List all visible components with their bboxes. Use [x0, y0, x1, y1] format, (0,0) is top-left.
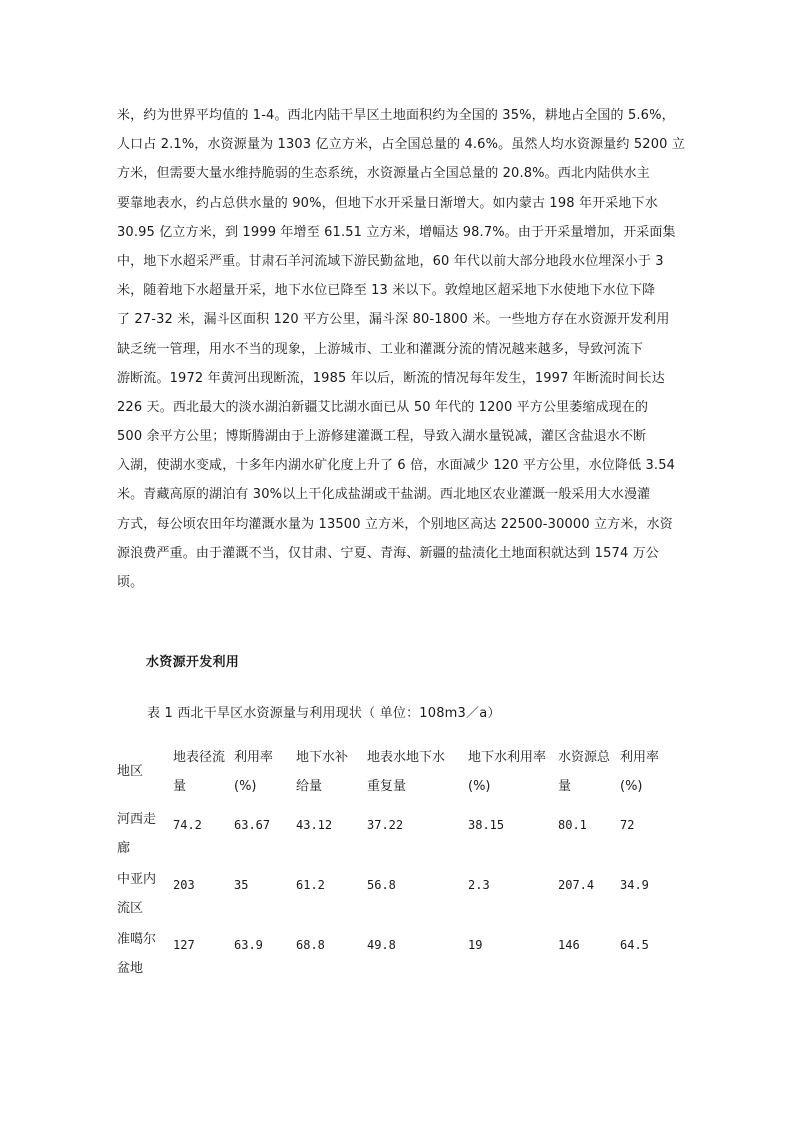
- header-label: (%): [468, 779, 491, 794]
- table-cell: 34.9: [620, 878, 649, 892]
- paragraph-line: 人口占 2.1%，水资源量为 1303 亿立方米，占全国总量的 4.6%。虽然人均水资源量约 5200 立: [117, 137, 685, 153]
- header-label: 量: [173, 779, 187, 794]
- table-row: [113, 865, 676, 925]
- paragraph-line: 方米，但需要大量水维持脆弱的生态系统，水资源量占全国总量的 20.8%。西北内陆供水主: [117, 166, 650, 182]
- header-cell-total-water: [554, 743, 616, 805]
- body-paragraph: [117, 101, 685, 597]
- paragraph-line: 中，地下水超采严重。甘肃石羊河流域下游民勤盆地，60 年代以前大部分地段水位埋深小于 3: [117, 253, 664, 269]
- table-cell: 72: [620, 818, 635, 832]
- header-label: 利用率: [234, 750, 274, 765]
- table-cell: 127: [173, 938, 195, 952]
- region-cell: [113, 865, 169, 925]
- table-caption: 表 1 西北干旱区水资源量与利用现状（ 单位：108m3／a）: [147, 706, 501, 721]
- paragraph-line: 游断流。1972 年黄河出现断流，1985 年以后，断流的情况每年发生，1997 年断流时间长达: [117, 370, 665, 386]
- table-cell: 68.8: [296, 938, 325, 952]
- table-cell: 56.8: [367, 878, 396, 892]
- region-label: 盆地: [117, 961, 144, 976]
- region-cell: [113, 805, 169, 865]
- table-cell: 80.1: [558, 818, 587, 832]
- table-row: [113, 805, 676, 865]
- header-cell-overlap: [363, 743, 464, 805]
- paragraph-line: 226 天。西北最大的淡水湖泊新疆艾比湖水面已从 50 年代的 1200 平方公里萎缩成现在的: [117, 399, 649, 415]
- paragraph-line: 米，约为世界平均值的 1-4。西北内陆干旱区土地面积约为全国的 35%，耕地占全国的 5.6%，: [117, 108, 675, 123]
- region-cell: [113, 925, 169, 985]
- table-cell: 61.2: [296, 878, 325, 892]
- table-cell: 35: [234, 878, 249, 892]
- table-cell: 74.2: [173, 818, 202, 832]
- header-label: 地表径流: [173, 750, 226, 765]
- paragraph-line: 方式，每公顷农田年均灌溉水量为 13500 立方米，个别地区高达 22500-30000 立方米，水资: [117, 516, 673, 532]
- table-cell: 19: [468, 938, 483, 952]
- header-label: 给量: [296, 779, 323, 794]
- table-cell: 38.15: [468, 818, 505, 832]
- table-cell: 203: [173, 878, 195, 892]
- paragraph-line: 缺乏统一管理，用水不当的现象，上游城市、工业和灌溉分流的情况越来越多，导致河流下: [117, 341, 644, 357]
- table-cell: 63.9: [234, 938, 263, 952]
- header-label: 水资源总: [558, 750, 611, 765]
- header-label: 量: [558, 779, 572, 794]
- header-cell-groundwater-utilization: [464, 743, 554, 805]
- paragraph-line: 顷。: [117, 575, 144, 590]
- header-label: (%): [620, 779, 643, 794]
- table-row: [113, 925, 676, 985]
- header-cell-total-utilization: [616, 743, 676, 805]
- paragraph-line: 源浪费严重。由于灌溉不当，仅甘肃、宁夏、青海、新疆的盐渍化土地面积就达到 1574 万公: [117, 545, 659, 561]
- table-cell: 43.12: [296, 818, 333, 832]
- table-header-row: [113, 743, 676, 805]
- header-cell-utilization-rate: [230, 743, 292, 805]
- table-cell: 63.67: [234, 818, 271, 832]
- table-cell: 37.22: [367, 818, 404, 832]
- region-label: 中亚内: [117, 872, 157, 887]
- section-heading: 水资源开发利用: [146, 655, 240, 670]
- table-cell: 49.8: [367, 938, 396, 952]
- paragraph-line: 500 余平方公里；博斯腾湖由于上游修建灌溉工程，导致入湖水量锐减，灌区含盐退水不断: [117, 429, 647, 445]
- header-label: (%): [234, 779, 257, 794]
- region-label: 流区: [117, 901, 144, 916]
- paragraph-line: 入湖，使湖水变咸，十多年内湖水矿化度上升了 6 倍，水面减少 120 平方公里，水位降低 3.54: [117, 458, 676, 474]
- header-label: 地下水利用率: [468, 750, 547, 765]
- header-label: 重复量: [367, 779, 407, 794]
- region-label: 准噶尔: [117, 932, 157, 947]
- header-label: 地表水地下水: [367, 750, 446, 765]
- header-cell-groundwater-recharge: [292, 743, 363, 805]
- region-label: 廊: [117, 841, 131, 856]
- paragraph-line: 米。青藏高原的湖泊有 30%以上干化成盐湖或干盐湖。西北地区农业灌溉一般采用大水漫灌: [117, 487, 651, 503]
- paragraph-line: 了 27-32 米，漏斗区面积 120 平方公里，漏斗深 80-1800 米。一些地方存在水资源开发利用: [117, 312, 670, 328]
- paragraph-line: 30.95 亿立方米，到 1999 年增至 61.51 立方米，增幅达 98.7%。由于开采量增加，开采面集: [117, 224, 676, 240]
- paragraph-line: 要靠地表水，约占总供水量的 90%，但地下水开采量日渐增大。如内蒙古 198 年开采地下水: [117, 195, 658, 211]
- region-label: 河西走: [117, 812, 157, 827]
- table-cell: 146: [558, 938, 580, 952]
- header-label: 利用率: [620, 750, 660, 765]
- header-label: 地区: [117, 764, 144, 779]
- paragraph-line: 米，随着地下水超量开采，地下水位已降至 13 米以下。敦煌地区超采地下水使地下水位下降: [117, 283, 656, 299]
- header-cell-surface-runoff: [169, 743, 230, 805]
- header-label: 地下水补: [296, 750, 349, 765]
- header-cell-region: [113, 743, 169, 805]
- table-cell: 207.4: [558, 878, 595, 892]
- table-cell: 2.3: [468, 878, 490, 892]
- table-cell: 64.5: [620, 938, 649, 952]
- water-resources-table: [113, 743, 676, 985]
